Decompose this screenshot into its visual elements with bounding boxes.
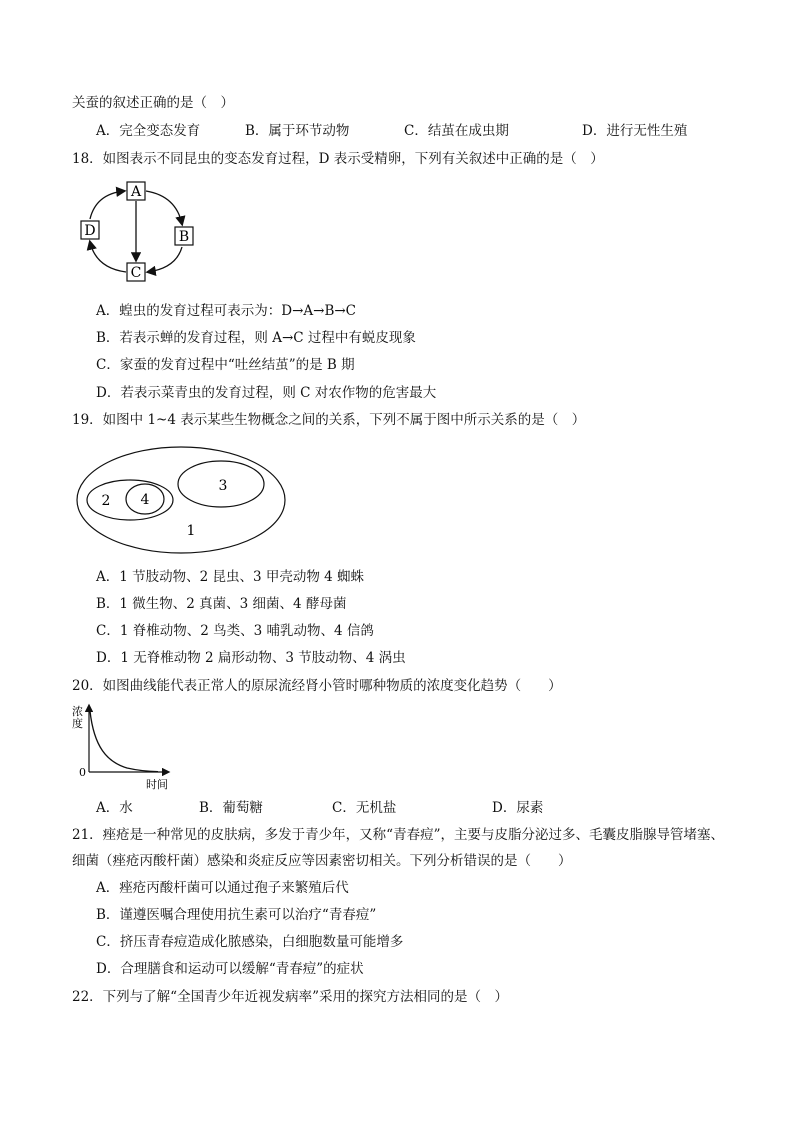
q17-option-c[interactable]: C．结茧在成虫期	[404, 123, 509, 139]
q20-option-b[interactable]: B．葡萄糖	[199, 800, 263, 816]
node-b-label: B	[178, 229, 190, 245]
q18-option-c[interactable]: C．家蚕的发育过程中“吐丝结茧”的是 B 期	[96, 357, 355, 373]
q19-option-a[interactable]: A．1 节肢动物、2 昆虫、3 甲壳动物 4 蜘蛛	[96, 569, 365, 585]
q21-option-a[interactable]: A．痤疮丙酸杆菌可以通过孢子来繁殖后代	[96, 880, 349, 896]
label-2: 2	[101, 493, 111, 509]
label-1: 1	[186, 523, 196, 539]
origin-label: 0	[79, 766, 86, 779]
q19-option-b[interactable]: B．1 微生物、2 真菌、3 细菌、4 酵母菌	[96, 596, 347, 612]
metamorphosis-cycle-diagram	[76, 176, 200, 284]
q21-option-d[interactable]: D．合理膳食和运动可以缓解“青春痘”的症状	[96, 961, 364, 977]
arrow-c-to-d	[90, 242, 126, 272]
q22-stem: 22．下列与了解“全国青少年近视发病率”采用的探究方法相同的是（ ）	[72, 989, 508, 1005]
q21-stem-line-1: 21．痤疮是一种常见的皮肤病，多发于青少年，又称“青春痘”，主要与皮脂分泌过多、毛囊皮脂腺导管堵塞、	[72, 827, 724, 843]
arrow-d-to-a	[90, 191, 124, 219]
q17-stem: 关蚕的叙述正确的是（ ）	[72, 95, 234, 111]
arrow-a-to-b	[146, 191, 182, 224]
q20-option-d[interactable]: D．尿素	[492, 800, 544, 816]
q20-stem: 20．如图曲线能代表正常人的原尿流经肾小管时哪种物质的浓度变化趋势（ ）	[72, 678, 562, 694]
concept-relation-diagram	[74, 444, 290, 556]
label-4: 4	[140, 492, 150, 508]
q20-option-c[interactable]: C．无机盐	[332, 800, 397, 816]
q19-stem: 19．如图中 1~4 表示某些生物概念之间的关系，下列不属于图中所示关系的是（ ）	[72, 412, 586, 428]
node-c-label: C	[130, 265, 142, 281]
q17-option-b[interactable]: B．属于环节动物	[245, 123, 350, 139]
node-a-label: A	[130, 184, 142, 200]
x-axis-label: 时间	[146, 778, 168, 791]
q19-option-c[interactable]: C．1 脊椎动物、2 鸟类、3 哺乳动物、4 信鸽	[96, 623, 374, 639]
ellipse-2	[87, 480, 173, 520]
q21-option-b[interactable]: B．谨遵医嘱合理使用抗生素可以治疗“青春痘”	[96, 907, 377, 923]
q19-option-d[interactable]: D．1 无脊椎动物 2 扁形动物、3 节肢动物、4 涡虫	[96, 650, 406, 666]
y-axis-label-2: 度	[72, 717, 83, 730]
q17-option-d[interactable]: D．进行无性生殖	[582, 123, 688, 139]
y-axis-label-1: 浓	[72, 705, 83, 718]
node-d-label: D	[84, 223, 96, 239]
decay-curve	[90, 711, 158, 772]
label-3: 3	[218, 478, 228, 494]
arrow-b-to-c	[148, 247, 182, 272]
q17-option-a[interactable]: A．完全变态发育	[96, 123, 201, 139]
q21-stem-line-2: 细菌（痤疮丙酸杆菌）感染和炎症反应等因素密切相关。下列分析错误的是（ ）	[72, 853, 572, 869]
q18-option-b[interactable]: B．若表示蝉的发育过程，则 A→C 过程中有蜕皮现象	[96, 330, 416, 346]
q18-stem: 18．如图表示不同昆虫的变态发育过程，D 表示受精卵，下列有关叙述中正确的是（ ）	[72, 151, 604, 167]
q18-option-d[interactable]: D．若表示菜青虫的发育过程，则 C 对农作物的危害最大	[96, 385, 437, 401]
q20-option-a[interactable]: A．水	[96, 800, 133, 816]
q21-option-c[interactable]: C．挤压青春痘造成化脓感染，白细胞数量可能增多	[96, 934, 404, 950]
q18-option-a[interactable]: A．蝗虫的发育过程可表示为：D→A→B→C	[96, 303, 357, 319]
concentration-curve-graph	[72, 702, 182, 794]
